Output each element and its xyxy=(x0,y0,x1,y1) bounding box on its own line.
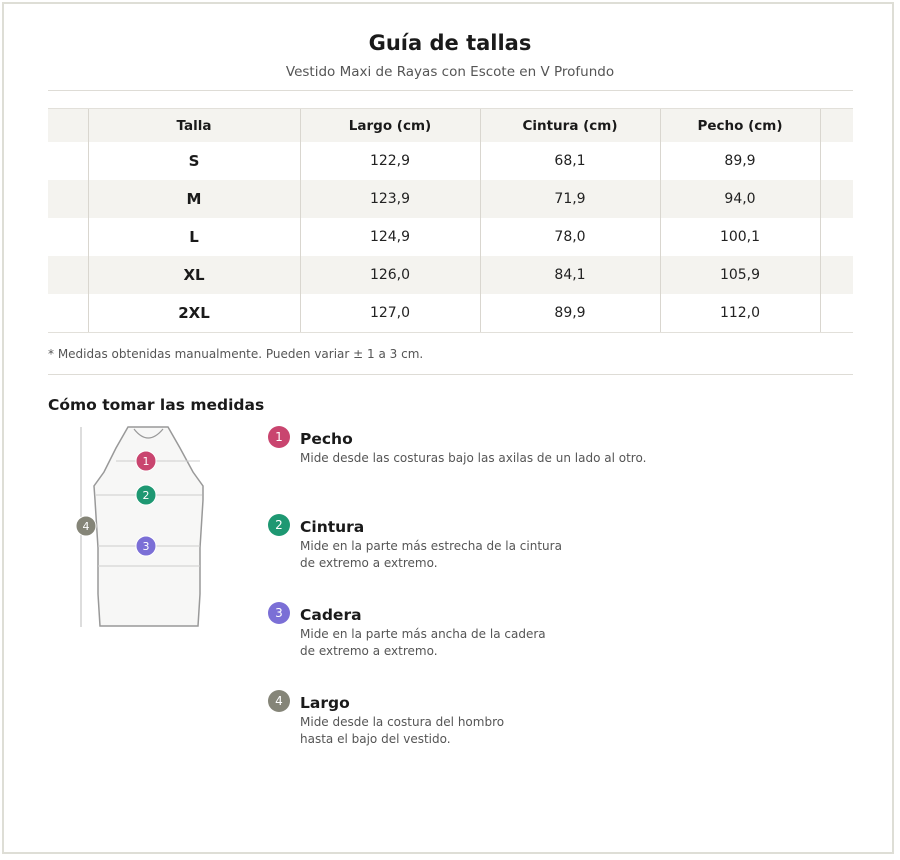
measurement-note: * Medidas obtenidas manualmente. Pueden variar ± 1 a 3 cm. xyxy=(48,347,424,361)
step-number-badge: 2 xyxy=(268,514,290,536)
table-spacer-cell xyxy=(820,218,853,256)
table-spacer-cell xyxy=(48,256,88,294)
dress-diagram xyxy=(70,420,220,635)
step-name: Pecho xyxy=(300,430,353,448)
step-number-badge: 1 xyxy=(268,426,290,448)
table-spacer-cell xyxy=(820,256,853,294)
length-cell: 126,0 xyxy=(300,256,480,294)
length-cell: 124,9 xyxy=(300,218,480,256)
step-name: Largo xyxy=(300,694,350,712)
size-cell: 2XL xyxy=(88,294,300,333)
waist-cell: 89,9 xyxy=(480,294,660,333)
waist-cell: 84,1 xyxy=(480,256,660,294)
table-header-row xyxy=(48,109,853,143)
step-number-badge: 4 xyxy=(268,690,290,712)
step-name: Cadera xyxy=(300,606,362,624)
svg-text:2: 2 xyxy=(142,489,150,502)
bust-cell: 105,9 xyxy=(660,256,820,294)
marker-2 xyxy=(136,485,156,505)
bust-cell: 89,9 xyxy=(660,142,820,180)
column-header-length: Largo (cm) xyxy=(300,109,480,143)
table-spacer-cell xyxy=(48,294,88,333)
length-cell: 123,9 xyxy=(300,180,480,218)
table-row xyxy=(48,180,853,218)
size-table xyxy=(48,108,853,333)
waist-cell: 78,0 xyxy=(480,218,660,256)
table-spacer-cell xyxy=(48,218,88,256)
table-spacer-cell xyxy=(48,180,88,218)
length-cell: 122,9 xyxy=(300,142,480,180)
column-header-size: Talla xyxy=(88,109,300,143)
column-header-bust: Pecho (cm) xyxy=(660,109,820,143)
bust-cell: 100,1 xyxy=(660,218,820,256)
divider xyxy=(48,90,853,91)
table-row xyxy=(48,142,853,180)
table-spacer-cell xyxy=(48,109,88,143)
step-description: Mide desde las costuras bajo las axilas de un lado al otro. xyxy=(300,451,647,465)
divider xyxy=(48,374,853,375)
how-to-measure-title: Cómo tomar las medidas xyxy=(48,396,265,414)
table-spacer-cell xyxy=(820,180,853,218)
product-subtitle: Vestido Maxi de Rayas con Escote en V Profundo xyxy=(285,64,615,80)
bust-cell: 112,0 xyxy=(660,294,820,333)
marker-4 xyxy=(76,516,96,536)
waist-cell: 68,1 xyxy=(480,142,660,180)
step-description: Mide en la parte más ancha de la cadera de extremo a extremo. xyxy=(300,627,546,658)
table-spacer-cell xyxy=(820,109,853,143)
bust-cell: 94,0 xyxy=(660,180,820,218)
step-description: Mide en la parte más estrecha de la cintura de extremo a extremo. xyxy=(300,539,562,570)
table-row xyxy=(48,218,853,256)
svg-text:4: 4 xyxy=(82,520,90,533)
table-row xyxy=(48,294,853,333)
table-spacer-cell xyxy=(820,294,853,333)
size-cell: L xyxy=(88,218,300,256)
svg-text:1: 1 xyxy=(142,455,150,468)
marker-1 xyxy=(136,451,156,471)
marker-3 xyxy=(136,536,156,556)
step-number-badge: 3 xyxy=(268,602,290,624)
page-title: Guía de tallas xyxy=(368,31,532,55)
size-cell: XL xyxy=(88,256,300,294)
size-cell: S xyxy=(88,142,300,180)
length-cell: 127,0 xyxy=(300,294,480,333)
step-description: Mide desde la costura del hombro hasta el bajo del vestido. xyxy=(300,715,505,746)
waist-cell: 71,9 xyxy=(480,180,660,218)
step-name: Cintura xyxy=(300,518,365,536)
table-row xyxy=(48,256,853,294)
svg-text:3: 3 xyxy=(142,540,150,553)
size-cell: M xyxy=(88,180,300,218)
column-header-waist: Cintura (cm) xyxy=(480,109,660,143)
table-spacer-cell xyxy=(48,142,88,180)
table-spacer-cell xyxy=(820,142,853,180)
